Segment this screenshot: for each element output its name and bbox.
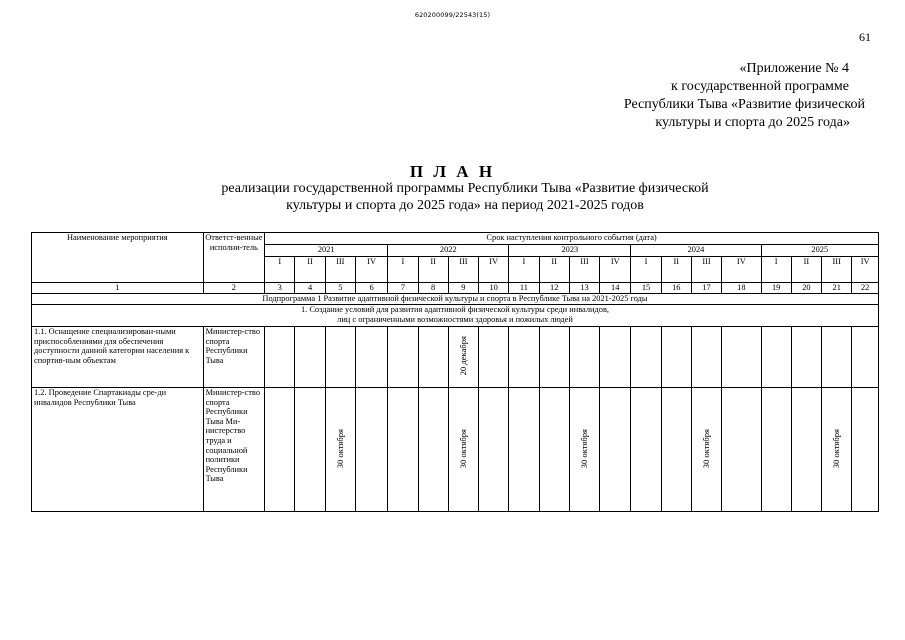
quarter-header: II xyxy=(295,257,325,283)
plan-subtitle xyxy=(150,180,780,214)
year-header: 2022 xyxy=(388,245,509,257)
quarter-header: I xyxy=(631,257,661,283)
plan-subtitle-line: реализации государственной программы Республики Тыва «Развитие физической xyxy=(221,181,709,196)
appendix-line: Республики Тыва «Развитие физической xyxy=(623,97,865,112)
column-number: 21 xyxy=(822,283,852,294)
plan-title: П Л А Н xyxy=(409,162,496,181)
column-number: 7 xyxy=(388,283,418,294)
task-row xyxy=(32,305,879,327)
column-header-deadline: Срок наступления контрольного события (дата) xyxy=(265,233,879,245)
appendix-line: «Приложение № 4 xyxy=(739,61,849,76)
column-header-responsible: Ответст-венные исполни-тель xyxy=(203,233,265,283)
quarter-header: III xyxy=(569,257,599,283)
year-header: 2025 xyxy=(761,245,878,257)
appendix-line: к государственной программе xyxy=(671,79,849,94)
column-number: 22 xyxy=(852,283,879,294)
task-title-line: лиц с ограниченными возможностями здоровья и пожилых людей xyxy=(337,314,573,324)
year-header: 2024 xyxy=(631,245,761,257)
document-id: 620200099/22543(15) xyxy=(414,11,491,19)
quarter-header: III xyxy=(448,257,478,283)
column-number: 18 xyxy=(722,283,761,294)
column-number: 8 xyxy=(418,283,448,294)
quarter-header: IV xyxy=(479,257,509,283)
column-number: 20 xyxy=(791,283,821,294)
control-date: 30 октября xyxy=(578,428,589,468)
quarter-header: I xyxy=(761,257,791,283)
year-header: 2023 xyxy=(509,245,631,257)
plan-table xyxy=(31,232,879,512)
quarter-header: II xyxy=(539,257,569,283)
column-number: 4 xyxy=(295,283,325,294)
task-title xyxy=(32,305,879,327)
control-date: 20 декабря xyxy=(457,335,468,376)
quarter-header: III xyxy=(822,257,852,283)
column-number: 9 xyxy=(448,283,478,294)
column-number: 17 xyxy=(691,283,721,294)
column-number: 11 xyxy=(509,283,539,294)
quarter-header: II xyxy=(791,257,821,283)
control-date: 30 октября xyxy=(700,428,711,468)
subprogram-row xyxy=(32,294,879,305)
table-row xyxy=(32,388,879,512)
appendix-line: культуры и спорта до 2025 года» xyxy=(655,115,850,130)
quarter-header: IV xyxy=(600,257,631,283)
control-date: 30 октября xyxy=(830,428,841,468)
column-number: 19 xyxy=(761,283,791,294)
responsible-executor: Министер-ство спорта Республики Тыва Ми-нистерство труда и социальной политики Республики Тыва xyxy=(203,388,265,512)
quarter-header: I xyxy=(509,257,539,283)
task-title-line: 1. Создание условий для развития адаптивной физической культуры среди инвалидов, xyxy=(300,305,610,314)
column-number: 14 xyxy=(600,283,631,294)
quarter-header: I xyxy=(388,257,418,283)
control-date: 30 октября xyxy=(457,428,468,468)
column-number: 2 xyxy=(203,283,265,294)
page-number: 61 xyxy=(859,30,871,44)
quarter-header: III xyxy=(691,257,721,283)
column-number: 15 xyxy=(631,283,661,294)
column-number: 1 xyxy=(32,283,204,294)
plan-subtitle-line: культуры и спорта до 2025 года» на период 2021-2025 годов xyxy=(286,198,644,213)
column-number: 6 xyxy=(355,283,387,294)
subprogram-title: Подпрограмма 1 Развитие адаптивной физической культуры и спорта в Республике Тыва на 2021-2025 годы xyxy=(32,294,879,305)
control-date: 30 октября xyxy=(334,428,345,468)
quarter-header: II xyxy=(418,257,448,283)
column-number: 3 xyxy=(265,283,295,294)
quarter-header: IV xyxy=(852,257,879,283)
quarter-header: III xyxy=(325,257,355,283)
year-header: 2021 xyxy=(265,245,388,257)
column-number: 12 xyxy=(539,283,569,294)
column-number: 10 xyxy=(479,283,509,294)
table-row xyxy=(32,327,879,388)
quarter-header: IV xyxy=(722,257,761,283)
column-number: 13 xyxy=(569,283,599,294)
column-number-row xyxy=(32,283,879,294)
quarter-header: I xyxy=(265,257,295,283)
quarter-header: II xyxy=(661,257,691,283)
column-number: 5 xyxy=(325,283,355,294)
activity-name: 1.2. Проведение Спартакиады сре-ди инвалидов Республики Тыва xyxy=(32,388,204,512)
column-number: 16 xyxy=(661,283,691,294)
activity-name: 1.1. Оснащение специализирован-ными приспособлениями для обеспечения доступности данной категории населения к спортив-ным объектам xyxy=(32,327,204,388)
quarter-header: IV xyxy=(355,257,387,283)
column-header-name: Наименование мероприятия xyxy=(32,233,204,283)
responsible-executor: Министер-ство спорта Республики Тыва xyxy=(203,327,265,388)
appendix-block xyxy=(535,60,865,132)
